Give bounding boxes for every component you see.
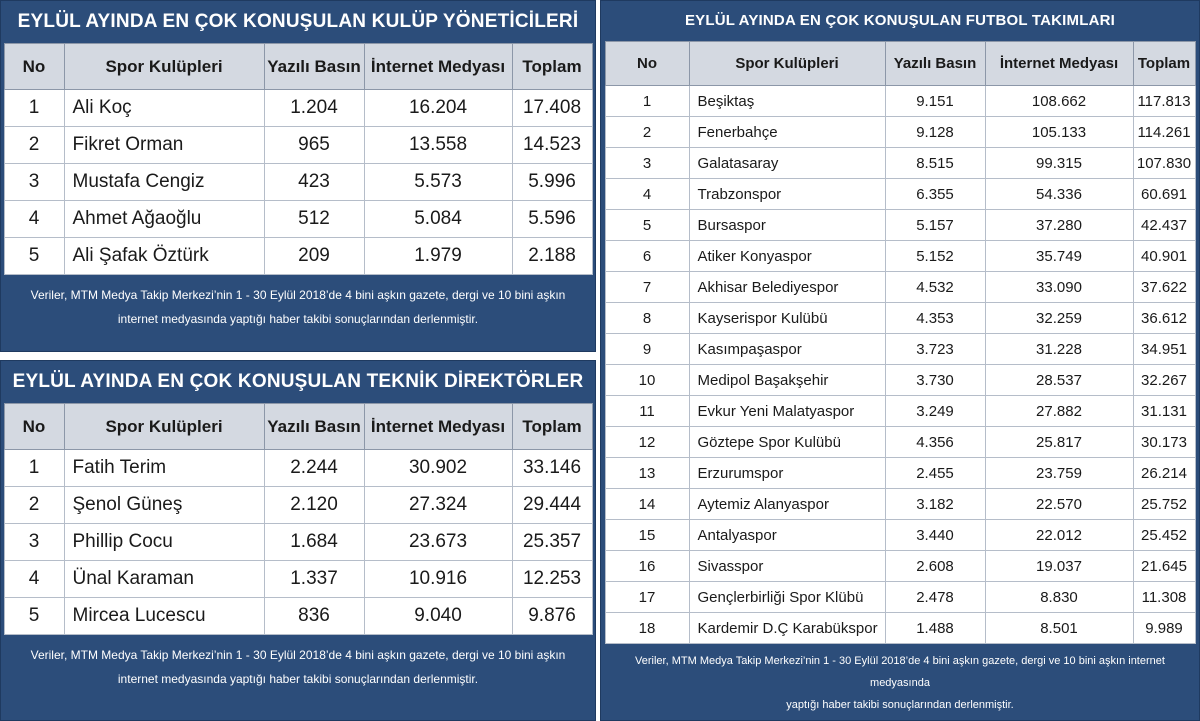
total-cell: 37.622 xyxy=(1133,272,1195,303)
table-row xyxy=(605,458,1195,489)
name-cell: Şenol Güneş xyxy=(64,487,264,524)
name-cell: Aytemiz Alanyaspor xyxy=(689,489,885,520)
total-cell: 2.188 xyxy=(512,238,592,275)
name-cell: Atiker Konyaspor xyxy=(689,241,885,272)
internet-media-cell: 33.090 xyxy=(985,272,1133,303)
print-press-cell: 836 xyxy=(264,598,364,635)
no-cell: 5 xyxy=(4,238,64,275)
no-cell: 4 xyxy=(605,179,689,210)
table-row xyxy=(4,487,592,524)
header-clubs: Spor Kulüpleri xyxy=(64,44,264,90)
internet-media-cell: 1.979 xyxy=(364,238,512,275)
header-total: Toplam xyxy=(1133,42,1195,86)
total-cell: 42.437 xyxy=(1133,210,1195,241)
print-press-cell: 4.356 xyxy=(885,427,985,458)
no-cell: 2 xyxy=(4,127,64,164)
no-cell: 5 xyxy=(605,210,689,241)
header-no: No xyxy=(4,404,64,450)
name-cell: Bursaspor xyxy=(689,210,885,241)
club-executives-table xyxy=(4,43,593,275)
header-internet-media: İnternet Medyası xyxy=(985,42,1133,86)
name-cell: Sivasspor xyxy=(689,551,885,582)
internet-media-cell: 5.573 xyxy=(364,164,512,201)
internet-media-cell: 105.133 xyxy=(985,117,1133,148)
table-row xyxy=(605,551,1195,582)
header-print-press: Yazılı Basın xyxy=(885,42,985,86)
print-press-cell: 1.684 xyxy=(264,524,364,561)
total-cell: 117.813 xyxy=(1133,86,1195,117)
no-cell: 2 xyxy=(4,487,64,524)
internet-media-cell: 9.040 xyxy=(364,598,512,635)
total-cell: 9.989 xyxy=(1133,613,1195,644)
internet-media-cell: 27.882 xyxy=(985,396,1133,427)
print-press-cell: 423 xyxy=(264,164,364,201)
table-row xyxy=(605,117,1195,148)
table-row xyxy=(4,90,592,127)
name-cell: Kayserispor Kulübü xyxy=(689,303,885,334)
table-row xyxy=(605,334,1195,365)
internet-media-cell: 35.749 xyxy=(985,241,1133,272)
no-cell: 1 xyxy=(4,450,64,487)
name-cell: Fikret Orman xyxy=(64,127,264,164)
total-cell: 30.173 xyxy=(1133,427,1195,458)
header-clubs: Spor Kulüpleri xyxy=(64,404,264,450)
internet-media-cell: 22.570 xyxy=(985,489,1133,520)
total-cell: 25.452 xyxy=(1133,520,1195,551)
total-cell: 29.444 xyxy=(512,487,592,524)
football-teams-panel xyxy=(600,0,1200,721)
total-cell: 11.308 xyxy=(1133,582,1195,613)
table-body xyxy=(4,90,592,275)
no-cell: 11 xyxy=(605,396,689,427)
no-cell: 3 xyxy=(4,164,64,201)
name-cell: Ünal Karaman xyxy=(64,561,264,598)
table-row xyxy=(605,148,1195,179)
table-row xyxy=(605,582,1195,613)
table-row xyxy=(605,303,1195,334)
total-cell: 14.523 xyxy=(512,127,592,164)
no-cell: 3 xyxy=(4,524,64,561)
internet-media-cell: 25.817 xyxy=(985,427,1133,458)
total-cell: 25.752 xyxy=(1133,489,1195,520)
no-cell: 7 xyxy=(605,272,689,303)
coaches-table xyxy=(4,403,593,635)
football-teams-footnote xyxy=(601,644,1199,716)
print-press-cell: 2.455 xyxy=(885,458,985,489)
no-cell: 16 xyxy=(605,551,689,582)
no-cell: 3 xyxy=(605,148,689,179)
internet-media-cell: 23.759 xyxy=(985,458,1133,489)
coaches-panel xyxy=(0,360,596,721)
print-press-cell: 9.151 xyxy=(885,86,985,117)
internet-media-cell: 30.902 xyxy=(364,450,512,487)
total-cell: 12.253 xyxy=(512,561,592,598)
print-press-cell: 1.337 xyxy=(264,561,364,598)
no-cell: 14 xyxy=(605,489,689,520)
print-press-cell: 4.353 xyxy=(885,303,985,334)
print-press-cell: 512 xyxy=(264,201,364,238)
name-cell: Ahmet Ağaoğlu xyxy=(64,201,264,238)
name-cell: Mustafa Cengiz xyxy=(64,164,264,201)
no-cell: 17 xyxy=(605,582,689,613)
table-header-row xyxy=(605,42,1195,86)
name-cell: Mircea Lucescu xyxy=(64,598,264,635)
name-cell: Erzurumspor xyxy=(689,458,885,489)
name-cell: Medipol Başakşehir xyxy=(689,365,885,396)
table-row xyxy=(605,179,1195,210)
table-row xyxy=(605,86,1195,117)
total-cell: 31.131 xyxy=(1133,396,1195,427)
table-body xyxy=(605,86,1195,644)
name-cell: Göztepe Spor Kulübü xyxy=(689,427,885,458)
total-cell: 114.261 xyxy=(1133,117,1195,148)
no-cell: 4 xyxy=(4,201,64,238)
table-row xyxy=(605,241,1195,272)
no-cell: 6 xyxy=(605,241,689,272)
footnote-line: internet medyasında yaptığı haber takibi sonuçlarından derlenmiştir. xyxy=(117,672,479,686)
internet-media-cell: 10.916 xyxy=(364,561,512,598)
table-row xyxy=(605,613,1195,644)
name-cell: Ali Koç xyxy=(64,90,264,127)
name-cell: Trabzonspor xyxy=(689,179,885,210)
total-cell: 36.612 xyxy=(1133,303,1195,334)
header-internet-media: İnternet Medyası xyxy=(364,44,512,90)
internet-media-cell: 32.259 xyxy=(985,303,1133,334)
print-press-cell: 4.532 xyxy=(885,272,985,303)
print-press-cell: 209 xyxy=(264,238,364,275)
footnote-line: internet medyasında yaptığı haber takibi sonuçlarından derlenmiştir. xyxy=(117,312,479,326)
internet-media-cell: 22.012 xyxy=(985,520,1133,551)
table-row xyxy=(605,489,1195,520)
total-cell: 5.596 xyxy=(512,201,592,238)
total-cell: 17.408 xyxy=(512,90,592,127)
internet-media-cell: 27.324 xyxy=(364,487,512,524)
total-cell: 26.214 xyxy=(1133,458,1195,489)
table-body xyxy=(4,450,592,635)
table-row xyxy=(605,427,1195,458)
header-total: Toplam xyxy=(512,404,592,450)
footnote-line: yaptığı haber takibi sonuçlarından derlenmiştir. xyxy=(786,699,1014,711)
table-row xyxy=(605,396,1195,427)
table-row xyxy=(4,127,592,164)
football-teams-table xyxy=(605,41,1196,644)
no-cell: 10 xyxy=(605,365,689,396)
table-row xyxy=(4,238,592,275)
no-cell: 9 xyxy=(605,334,689,365)
print-press-cell: 8.515 xyxy=(885,148,985,179)
no-cell: 1 xyxy=(605,86,689,117)
print-press-cell: 2.120 xyxy=(264,487,364,524)
name-cell: Fatih Terim xyxy=(64,450,264,487)
name-cell: Fenerbahçe xyxy=(689,117,885,148)
internet-media-cell: 108.662 xyxy=(985,86,1133,117)
internet-media-cell: 8.501 xyxy=(985,613,1133,644)
internet-media-cell: 31.228 xyxy=(985,334,1133,365)
coaches-footnote xyxy=(1,635,595,691)
club-executives-footnote xyxy=(1,275,595,331)
header-no: No xyxy=(605,42,689,86)
no-cell: 4 xyxy=(4,561,64,598)
internet-media-cell: 13.558 xyxy=(364,127,512,164)
header-clubs: Spor Kulüpleri xyxy=(689,42,885,86)
footnote-line: Veriler, MTM Medya Takip Merkezi’nin 1 - 30 Eylül 2018’de 4 bini aşkın gazete, dergi ve 10 bini aşkın xyxy=(30,288,566,302)
print-press-cell: 2.244 xyxy=(264,450,364,487)
coaches-title: EYLÜL AYINDA EN ÇOK KONUŞULAN TEKNİK DİREKTÖRLER xyxy=(12,371,584,392)
table-row xyxy=(4,598,592,635)
no-cell: 2 xyxy=(605,117,689,148)
total-cell: 9.876 xyxy=(512,598,592,635)
header-internet-media: İnternet Medyası xyxy=(364,404,512,450)
table-row xyxy=(605,210,1195,241)
total-cell: 32.267 xyxy=(1133,365,1195,396)
name-cell: Gençlerbirliği Spor Klübü xyxy=(689,582,885,613)
print-press-cell: 3.249 xyxy=(885,396,985,427)
header-total: Toplam xyxy=(512,44,592,90)
header-print-press: Yazılı Basın xyxy=(264,404,364,450)
footnote-line: Veriler, MTM Medya Takip Merkezi’nin 1 - 30 Eylül 2018’de 4 bini aşkın gazete, dergi ve 10 bini aşkın xyxy=(30,648,566,662)
no-cell: 13 xyxy=(605,458,689,489)
no-cell: 8 xyxy=(605,303,689,334)
print-press-cell: 1.488 xyxy=(885,613,985,644)
total-cell: 34.951 xyxy=(1133,334,1195,365)
name-cell: Beşiktaş xyxy=(689,86,885,117)
header-print-press: Yazılı Basın xyxy=(264,44,364,90)
internet-media-cell: 99.315 xyxy=(985,148,1133,179)
print-press-cell: 9.128 xyxy=(885,117,985,148)
name-cell: Kardemir D.Ç Karabükspor xyxy=(689,613,885,644)
print-press-cell: 3.730 xyxy=(885,365,985,396)
internet-media-cell: 16.204 xyxy=(364,90,512,127)
internet-media-cell: 23.673 xyxy=(364,524,512,561)
print-press-cell: 1.204 xyxy=(264,90,364,127)
internet-media-cell: 28.537 xyxy=(985,365,1133,396)
print-press-cell: 965 xyxy=(264,127,364,164)
no-cell: 18 xyxy=(605,613,689,644)
table-row xyxy=(605,272,1195,303)
name-cell: Antalyaspor xyxy=(689,520,885,551)
table-row xyxy=(4,524,592,561)
total-cell: 107.830 xyxy=(1133,148,1195,179)
internet-media-cell: 19.037 xyxy=(985,551,1133,582)
internet-media-cell: 37.280 xyxy=(985,210,1133,241)
print-press-cell: 5.157 xyxy=(885,210,985,241)
table-row xyxy=(4,201,592,238)
print-press-cell: 2.478 xyxy=(885,582,985,613)
footnote-line: Veriler, MTM Medya Takip Merkezi’nin 1 - 30 Eylül 2018’de 4 bini aşkın gazete, dergi ve 10 bini aşkın internet medyasında xyxy=(635,655,1165,689)
table-header-row xyxy=(4,404,592,450)
table-row xyxy=(4,450,592,487)
name-cell: Kasımpaşaspor xyxy=(689,334,885,365)
print-press-cell: 6.355 xyxy=(885,179,985,210)
name-cell: Akhisar Belediyespor xyxy=(689,272,885,303)
club-executives-panel xyxy=(0,0,596,352)
total-cell: 33.146 xyxy=(512,450,592,487)
table-row xyxy=(4,561,592,598)
no-cell: 1 xyxy=(4,90,64,127)
print-press-cell: 5.152 xyxy=(885,241,985,272)
table-row xyxy=(605,365,1195,396)
table-row xyxy=(605,520,1195,551)
internet-media-cell: 54.336 xyxy=(985,179,1133,210)
table-header-row xyxy=(4,44,592,90)
print-press-cell: 3.440 xyxy=(885,520,985,551)
total-cell: 60.691 xyxy=(1133,179,1195,210)
print-press-cell: 3.182 xyxy=(885,489,985,520)
name-cell: Galatasaray xyxy=(689,148,885,179)
name-cell: Ali Şafak Öztürk xyxy=(64,238,264,275)
club-executives-title: EYLÜL AYINDA EN ÇOK KONUŞULAN KULÜP YÖNETİCİLERİ xyxy=(17,11,579,32)
print-press-cell: 3.723 xyxy=(885,334,985,365)
internet-media-cell: 8.830 xyxy=(985,582,1133,613)
football-teams-title: EYLÜL AYINDA EN ÇOK KONUŞULAN FUTBOL TAKIMLARI xyxy=(684,12,1116,29)
header-no: No xyxy=(4,44,64,90)
name-cell: Evkur Yeni Malatyaspor xyxy=(689,396,885,427)
no-cell: 12 xyxy=(605,427,689,458)
total-cell: 25.357 xyxy=(512,524,592,561)
print-press-cell: 2.608 xyxy=(885,551,985,582)
no-cell: 5 xyxy=(4,598,64,635)
table-row xyxy=(4,164,592,201)
total-cell: 40.901 xyxy=(1133,241,1195,272)
internet-media-cell: 5.084 xyxy=(364,201,512,238)
no-cell: 15 xyxy=(605,520,689,551)
total-cell: 21.645 xyxy=(1133,551,1195,582)
total-cell: 5.996 xyxy=(512,164,592,201)
name-cell: Phillip Cocu xyxy=(64,524,264,561)
